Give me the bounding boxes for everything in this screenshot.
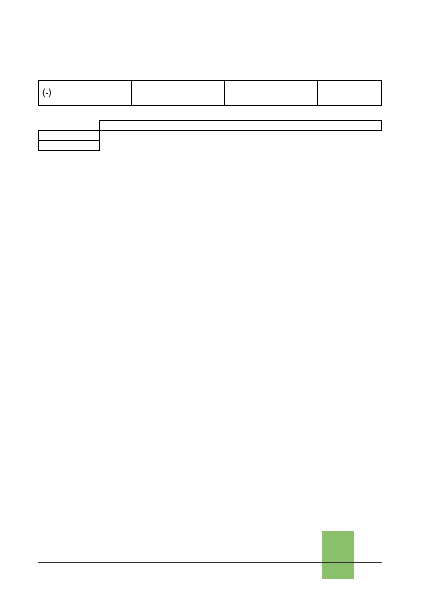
brand-logo [322, 531, 354, 579]
gleichung-row [39, 131, 382, 141]
y-label [39, 141, 100, 151]
konstante-cell[interactable] [132, 81, 225, 106]
function-properties-table [38, 80, 382, 106]
steigung-cell[interactable]: ( ) [39, 81, 132, 106]
y-row [39, 141, 382, 151]
value-table [38, 120, 382, 151]
footer-line [38, 562, 382, 563]
schnittstelle-cell[interactable] [318, 81, 382, 106]
nullpunkt-cell[interactable] [225, 81, 318, 106]
coordinate-graph [38, 182, 382, 516]
x-werte-header [99, 121, 382, 131]
gleichung-label [39, 131, 100, 141]
